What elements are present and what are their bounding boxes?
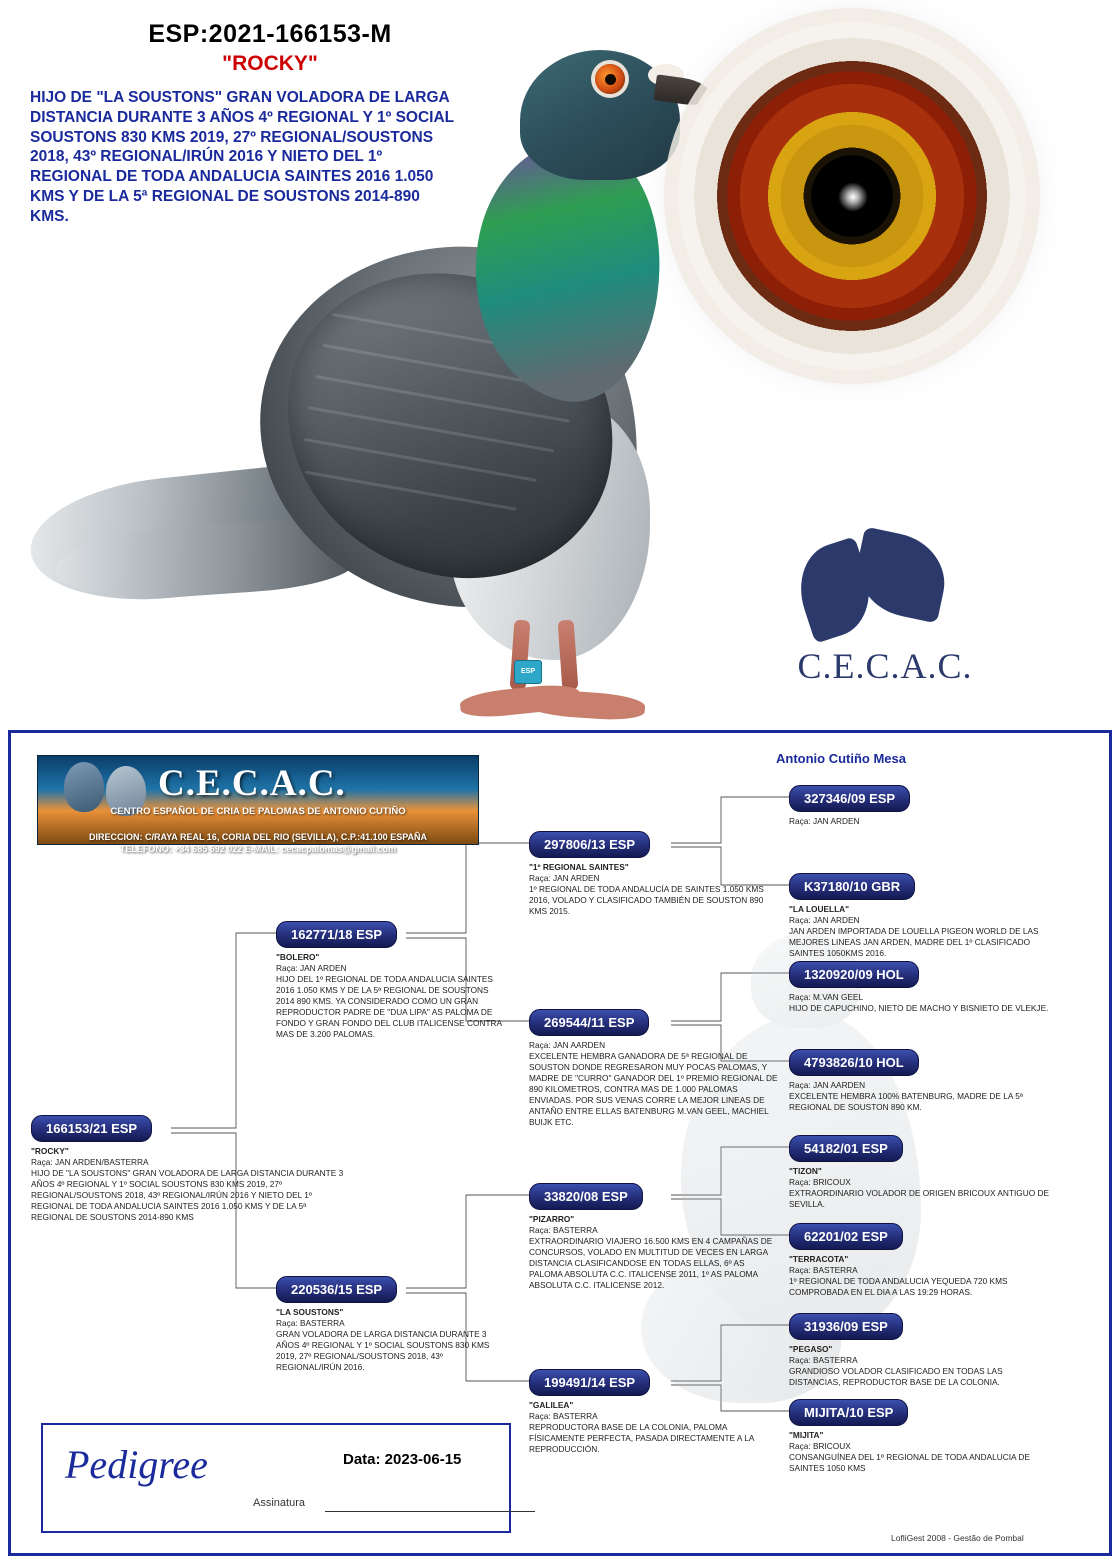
node-gp4[interactable] xyxy=(789,1049,1049,1113)
pigeon-foot-right xyxy=(524,688,646,722)
node-gp2-text: JAN ARDEN IMPORTADA DE LOUELLA PIGEON WORLD DE LAS MEJORES LINEAS JAN ARDEN, MADRE DEL 1º CLASIFICADO SAINTES 1050KMS 2016. xyxy=(789,925,1039,958)
bird-nickname: "ROCKY" xyxy=(222,52,318,75)
banner-subtitle: CENTRO ESPAÑOL DE CRIA DE PALOMAS DE ANTONIO CUTIÑO xyxy=(110,806,406,817)
node-gp5-text: EXTRAORDINARIO VOLADOR DE ORIGEN BRICOUX ANTIGUO DE SEVILLA. xyxy=(789,1187,1050,1209)
node-sire-nick: "BOLERO" xyxy=(276,952,320,962)
node-subject-race: Raça: JAN ARDEN/BASTERRA xyxy=(31,1156,149,1167)
node-dam-dam[interactable] xyxy=(529,1369,779,1455)
node-dam-dam-nick: "GALILEA" xyxy=(529,1400,574,1410)
node-dam[interactable] xyxy=(276,1276,506,1373)
node-sire-dam-race: Raça: JAN AARDEN xyxy=(529,1040,606,1050)
eye-sparkle xyxy=(838,182,868,212)
node-gp7-nick: "PEGASO" xyxy=(789,1344,833,1354)
node-gp2-race: Raça: JAN ARDEN xyxy=(789,914,860,925)
bird-description: HIJO DE "LA SOUSTONS" GRAN VOLADORA DE LARGA DISTANCIA DURANTE 3 AÑOS 4º REGIONAL Y 1º SOCIAL SOUSTONS 830 KMS 2019, 27º REGIONAL/SOUSTONS 2018, 43º REGIONAL/IRÚN 2016 Y NIETO DEL 1º REGIONAL DE TODA ANDALUCIA SAINTES 2016 1.050 KMS Y DE LA 5ª REGIONAL DE SOUSTONS 2014-890 KMS. xyxy=(30,89,454,225)
node-gp3-text: HIJO DE CAPUCHINO, NIETO DE MACHO Y BISNIETO DE VLEKJE. xyxy=(789,1002,1049,1013)
node-gp8[interactable] xyxy=(789,1399,1049,1474)
pedigree-panel xyxy=(8,730,1112,1556)
signature-line[interactable] xyxy=(325,1511,535,1512)
node-subject[interactable] xyxy=(31,1115,344,1223)
node-sire-race: Raça: JAN ARDEN xyxy=(276,962,347,973)
node-subject-nick: "ROCKY" xyxy=(31,1146,69,1156)
node-gp7-ring: 31936/09 ESP xyxy=(789,1313,903,1340)
node-sire-sire-nick: "1º REGIONAL SAINTES" xyxy=(529,862,629,872)
node-sire-sire[interactable] xyxy=(529,831,779,917)
cecac-banner xyxy=(37,755,479,854)
node-sire-sire-text: 1º REGIONAL DE TODA ANDALUCÍA DE SAINTES 1.050 KMS 2016, VOLADO Y CLASIFICADO TAMBIÉN DE SOUSTON 890 KMS 2015. xyxy=(529,883,764,916)
node-gp4-text: EXCELENTE HEMBRA 100% BATENBURG, MADRE DE LA 5ª REGIONAL DE SOUSTON 890 KM. xyxy=(789,1090,1023,1112)
cecac-logo-text: C.E.C.A.C. xyxy=(797,646,973,686)
node-gp6-nick: "TERRACOTA" xyxy=(789,1254,849,1264)
signature-label: Assinatura xyxy=(253,1497,305,1509)
software-credit: LofliGest 2008 - Gestão de Pombal xyxy=(891,1533,1024,1543)
node-sire-sire-ring: 297806/13 ESP xyxy=(529,831,650,858)
node-subject-ring: 166153/21 ESP xyxy=(31,1115,152,1142)
node-dam-sire-text: EXTRAORDINARIO VIAJERO 16.500 KMS EN 4 CAMPAÑAS DE CONCURSOS, VOLADO EN MULTITUD DE VECES EN LARGA DISTANCIA CLASIFICANDOSE EN TODAS ELLAS, 6º AS PALOMA ABSOLUTA C.C. ITALICENSE 2011, 1º AS PALOMA ABSOLUTA C.C. ITALICENSE 2012. xyxy=(529,1235,773,1290)
node-sire[interactable] xyxy=(276,921,506,1040)
owner-name: Antonio Cutiño Mesa xyxy=(776,751,906,766)
node-dam-dam-ring: 199491/14 ESP xyxy=(529,1369,650,1396)
node-dam-nick: "LA SOUSTONS" xyxy=(276,1307,344,1317)
node-gp5-race: Raça: BRICOUX xyxy=(789,1176,851,1187)
node-gp3-ring: 1320920/09 HOL xyxy=(789,961,919,988)
node-gp8-ring: MIJITA/10 ESP xyxy=(789,1399,908,1426)
node-gp1-ring: 327346/09 ESP xyxy=(789,785,910,812)
node-dam-race: Raça: BASTERRA xyxy=(276,1317,345,1328)
banner-title: C.E.C.A.C. xyxy=(158,763,346,804)
node-gp7-text: GRANDIOSO VOLADOR CLASIFICADO EN TODAS LAS DISTANCIAS, REPRODUCTOR BASE DE LA COLONIA. xyxy=(789,1365,1003,1387)
date-label: Data: 2023-06-15 xyxy=(343,1451,462,1468)
node-dam-dam-race: Raça: BASTERRA xyxy=(529,1410,598,1421)
node-sire-ring: 162771/18 ESP xyxy=(276,921,397,948)
node-subject-text: HIJO DE "LA SOUSTONS" GRAN VOLADORA DE LARGA DISTANCIA DURANTE 3 AÑOS 4º REGIONAL Y 1º SOCIAL SOUSTONS 830 KMS 2019, 27º REGIONAL/SOUSTONS 2018, 43º REGIONAL/IRÚN 2016 Y NIETO DEL 1º REGIONAL DE TODA ANDALUCIA SAINTES 2016 1.050 KMS Y DE LA 5ª REGIONAL DE SOUSTONS 2014-890 KMS xyxy=(31,1167,344,1222)
node-gp5-nick: "TIZON" xyxy=(789,1166,822,1176)
banner-contact: TELEFONO: +34 685 692 022 E-MAIL: cecacpalomas@gmail.com xyxy=(119,844,397,854)
node-gp6[interactable] xyxy=(789,1223,1049,1298)
node-dam-dam-text: REPRODUCTORA BASE DE LA COLONIA, PALOMA FÍSICAMENTE PERFECTA, PASADA DIRECTAMENTE A LA REPRODUCCIÓN. xyxy=(529,1421,754,1454)
node-dam-ring: 220536/15 ESP xyxy=(276,1276,397,1303)
page-title: ESP:2021-166153-M xyxy=(148,20,392,48)
node-gp1-race: Raça: JAN ARDEN xyxy=(789,816,860,826)
leg-ring-band: ESP xyxy=(514,660,542,684)
node-gp6-ring: 62201/02 ESP xyxy=(789,1223,903,1250)
node-gp3[interactable] xyxy=(789,961,1049,1014)
node-gp6-text: 1º REGIONAL DE TODA ANDALUCIA YEQUEDA 720 KMS COMPROBADA EN EL DIA A LAS 19:29 HORAS. xyxy=(789,1275,1008,1297)
node-sire-dam[interactable] xyxy=(529,1009,779,1128)
banner-pigeon-icon-1 xyxy=(64,762,104,812)
node-dam-text: GRAN VOLADORA DE LARGA DISTANCIA DURANTE 3 AÑOS 4º REGIONAL Y 1º SOCIAL SOUSTONS 830 KMS 2019, 27º REGIONAL/SOUSTONS 2018, 43º REGIONAL/IRÚN 2016. xyxy=(276,1328,490,1372)
node-gp2-nick: "LA LOUELLA" xyxy=(789,904,850,914)
pedigree-word: Pedigree xyxy=(65,1442,208,1487)
node-gp5[interactable] xyxy=(789,1135,1049,1210)
node-dam-sire-ring: 33820/08 ESP xyxy=(529,1183,643,1210)
pigeon-eye-pupil xyxy=(605,74,616,85)
node-gp7-race: Raça: BASTERRA xyxy=(789,1354,858,1365)
node-gp1[interactable] xyxy=(789,785,1049,827)
banner-address: DIRECCION: C/RAYA REAL 16, CORIA DEL RIO (SEVILLA), C.P.:41.100 ESPAÑA xyxy=(88,832,428,842)
node-dam-sire-race: Raça: BASTERRA xyxy=(529,1224,598,1235)
pedigree-footer-box xyxy=(41,1423,511,1533)
node-gp5-ring: 54182/01 ESP xyxy=(789,1135,903,1162)
node-gp8-nick: "MIJITA" xyxy=(789,1430,824,1440)
cecac-logo xyxy=(790,535,980,705)
node-sire-sire-race: Raça: JAN ARDEN xyxy=(529,872,600,883)
node-gp8-race: Raça: BRICOUX xyxy=(789,1440,851,1451)
node-dam-sire[interactable] xyxy=(529,1183,779,1291)
node-gp7[interactable] xyxy=(789,1313,1049,1388)
node-gp3-race: Raça: M.VAN GEEL xyxy=(789,992,864,1002)
header-photo-section xyxy=(0,0,1120,726)
node-gp4-race: Raça: JAN AARDEN xyxy=(789,1080,866,1090)
node-gp8-text: CONSANGUÍNEA DEL 1º REGIONAL DE TODA ANDALUCIA DE SAINTES 1050 KMS xyxy=(789,1451,1030,1473)
node-sire-dam-ring: 269544/11 ESP xyxy=(529,1009,649,1036)
node-gp2-ring: K37180/10 GBR xyxy=(789,873,915,900)
node-dam-sire-nick: "PIZARRO" xyxy=(529,1214,575,1224)
node-gp6-race: Raça: BASTERRA xyxy=(789,1264,858,1275)
node-gp4-ring: 4793826/10 HOL xyxy=(789,1049,919,1076)
node-sire-text: HIJO DEL 1º REGIONAL DE TODA ANDALUCIA SAINTES 2016 1.050 KMS Y DE LA 5ª REGIONAL DE SOUSTONS 2014 890 KMS. YA CONSIDERADO COMO UN GRAN REPRODUCTOR PADRE DE "DUA LIPA" AS PALOMA DE FONDO Y GRAN FONDO DEL CLUB ITALICENSE CONTRA MAS DE 3.200 PALOMAS. xyxy=(276,973,502,1039)
node-gp2[interactable] xyxy=(789,873,1049,959)
node-sire-dam-text: EXCELENTE HEMBRA GANADORA DE 5ª REGIONAL DE SOUSTON DONDE REGRESARON MUY POCAS PALOMAS, Y MADRE DE "CURRO" GANADOR DEL 1º PREMIO REGIONAL DE 890 KILOMETROS, CONTRA MAS DE 1.000 PALOMAS ENVIADAS. POR SUS VENAS CORRE LA MEJOR LINEAS DE ANTAÑO ENTRE ELLAS BATENBURG M.VAN GEEL, MACHIEL BUIJK ETC. xyxy=(529,1050,778,1127)
